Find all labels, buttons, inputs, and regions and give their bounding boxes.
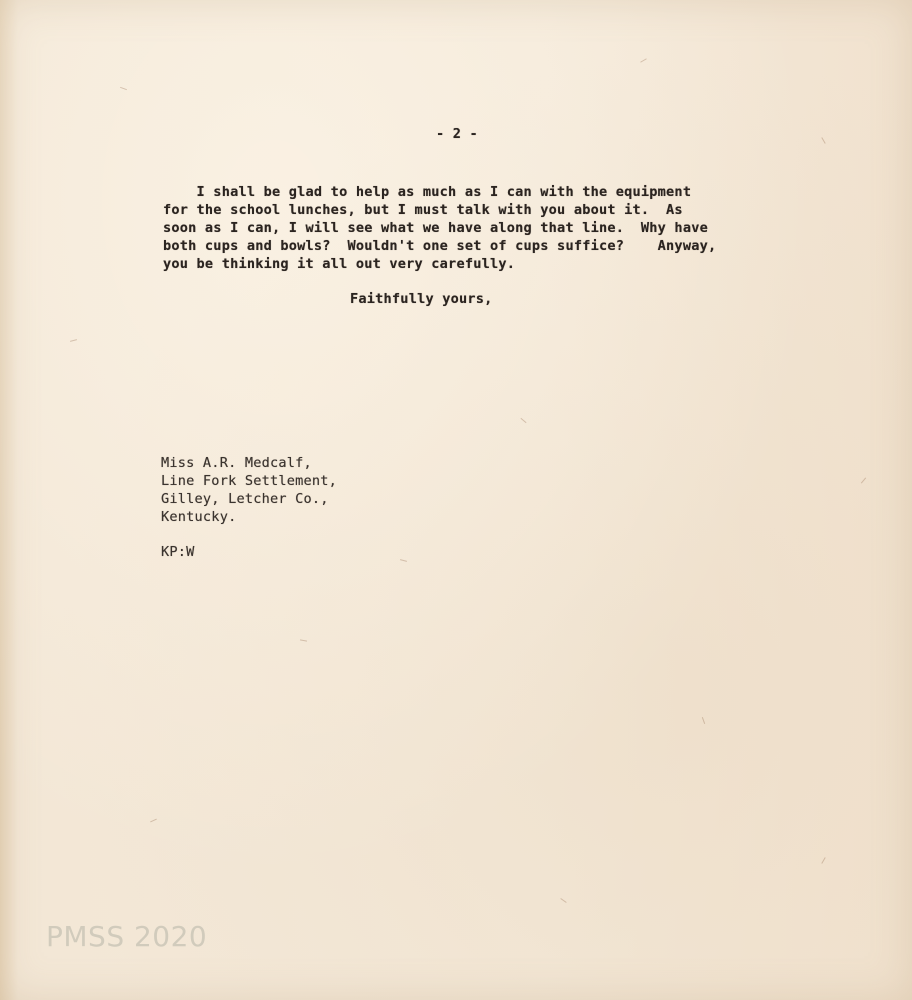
paper-fleck: [120, 87, 127, 90]
body-line: soon as I can, I will see what we have along that line. Why have: [163, 220, 708, 236]
paper-fleck: [861, 477, 866, 483]
paper-fleck: [702, 717, 705, 724]
paper-fleck: [300, 639, 307, 641]
letter-closing: Faithfully yours,: [350, 291, 493, 307]
paper-fleck: [560, 898, 566, 903]
address-line: Kentucky.: [161, 509, 237, 525]
paper-fleck: [821, 137, 825, 144]
body-line: I shall be glad to help as much as I can with the equipment: [163, 184, 692, 200]
letter-body: [163, 183, 803, 273]
body-line: for the school lunches, but I must talk with you about it. As: [163, 202, 683, 218]
page-number: - 2 -: [436, 126, 478, 142]
paper-fleck: [520, 418, 526, 423]
address-line: Miss A.R. Medcalf,: [161, 455, 312, 471]
recipient-address: [161, 454, 337, 526]
paper-fleck: [400, 559, 407, 562]
paper-fleck: [821, 857, 825, 864]
paper-fleck: [640, 58, 647, 62]
paper-fleck: [150, 819, 157, 823]
typist-initials: KP:W: [161, 544, 195, 560]
address-line: Line Fork Settlement,: [161, 473, 338, 489]
address-line: Gilley, Letcher Co.,: [161, 491, 329, 507]
body-line: you be thinking it all out very carefully.: [163, 256, 516, 272]
body-line: both cups and bowls? Wouldn't one set of cups suffice? Anyway,: [163, 238, 717, 254]
paper-fleck: [70, 339, 77, 342]
archive-watermark: PMSS 2020: [46, 920, 208, 953]
